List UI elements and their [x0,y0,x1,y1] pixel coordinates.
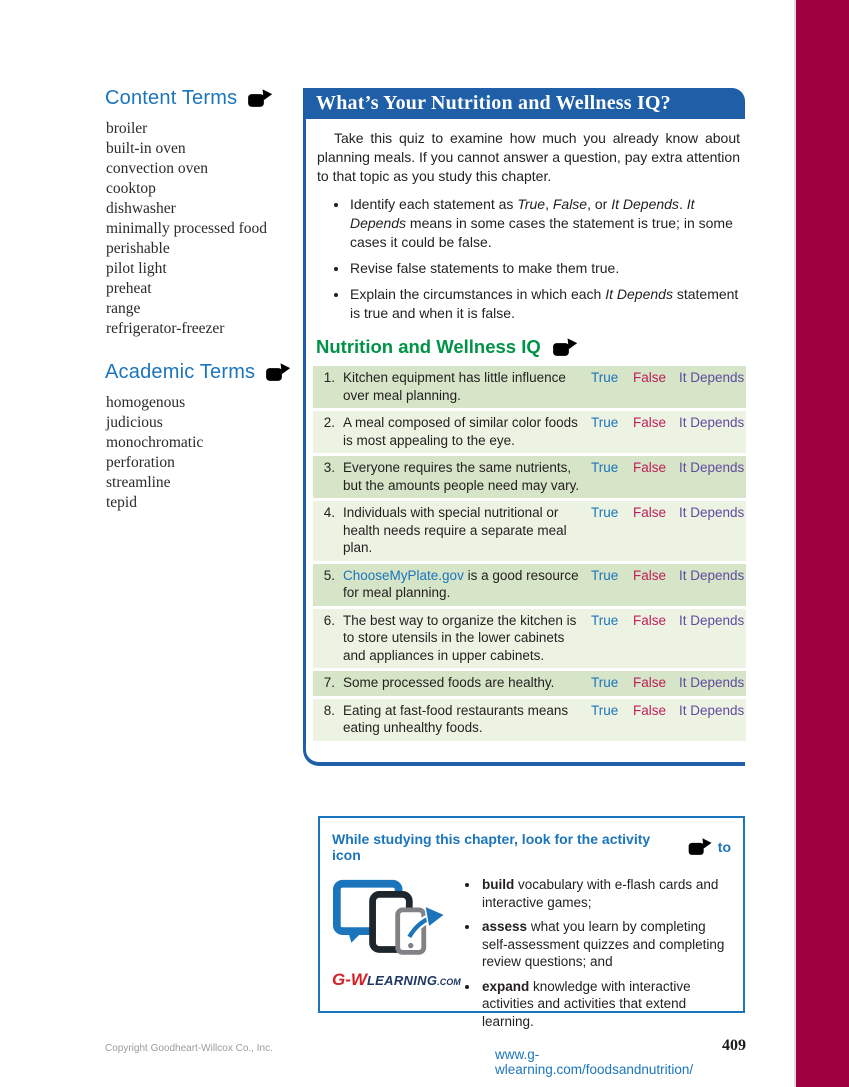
instruction-text: It Depends [605,286,673,302]
question-number: 5. [323,567,335,583]
term-item: dishwasher [106,200,176,217]
quiz-row [313,366,746,408]
academic-terms-title: Academic Terms [105,361,256,383]
question-number: 2. [323,415,335,430]
list-item [480,978,731,1031]
term-item: built-in oven [106,140,186,157]
quiz-row [313,609,746,669]
term-item: range [106,300,141,317]
list-item [349,259,743,278]
instruction-text: statement is true and when it is false. [350,286,739,321]
question-statement: Eating at fast-food restaurants means eating unhealthy foods. [343,702,569,735]
instruction-text: means in some cases the statement is true; in some cases it could be false. [350,215,733,250]
quiz-row [313,411,746,453]
quiz-section-heading [316,336,745,358]
list-item [349,195,743,252]
question-number: 6. [323,612,335,628]
option-false[interactable]: False [633,612,667,628]
option-it-depends[interactable]: It Depends [679,505,745,520]
activity-heading-text: While studying this chapter, look for the activity icon [332,831,651,863]
term-item: tepid [106,494,137,511]
activity-box-content [332,874,731,1037]
option-it-depends[interactable]: It Depends [679,415,745,430]
quiz-row [313,564,746,606]
option-it-depends[interactable]: It Depends [679,612,745,628]
instruction-text: , or [587,196,612,212]
option-false[interactable]: False [633,675,667,690]
term-item: cooktop [106,180,156,197]
instruction-text: False [552,196,588,212]
list-item [349,285,743,323]
term-item: perishable [106,240,170,257]
bullet-text: vocabulary with e-flash cards and interactive games; [482,877,719,910]
bullet-text: knowledge with interactive activities and activities that extend learning. [482,978,691,1029]
activity-heading-text: to [717,839,731,855]
question-number: 7. [323,675,335,690]
term-item: monochromatic [106,434,204,451]
option-it-depends[interactable]: It Depends [679,567,745,583]
feature-box-title: What’s Your Nutrition and Wellness IQ? [303,88,745,119]
question-statement: A meal composed of similar color foods is most appealing to the eye. [343,415,578,448]
academic-terms-heading [105,361,295,384]
feature-box-body [303,119,745,766]
option-false[interactable]: False [633,460,667,475]
instruction-text: True [517,196,546,212]
question-statement: Some processed foods are healthy. [343,675,555,690]
option-true[interactable]: True [591,505,619,520]
question-number: 1. [323,370,335,385]
activity-bullets-column [458,874,731,1037]
activity-box-heading [332,831,731,863]
bullet-keyword: expand [482,978,530,994]
term-item: convection oven [106,160,209,177]
content-terms-title: Content Terms [105,87,238,109]
term-item: refrigerator-freezer [106,320,225,337]
list-item [480,918,731,971]
academic-terms-section [105,361,295,513]
instruction-text: Revise false statements to make them true. [350,260,620,276]
term-item: broiler [106,120,148,137]
option-false[interactable]: False [633,415,667,430]
term-item: judicious [106,414,163,431]
quiz-row [313,671,746,696]
phone-home-button-icon [408,943,413,948]
copyright-notice: Copyright Goodheart-Willcox Co., Inc. [105,1043,273,1054]
activity-icon[interactable] [687,837,712,857]
content-terms-list [106,119,295,339]
bullet-keyword: assess [482,919,528,934]
instruction-text: , [545,196,553,212]
page-edge-band [794,0,849,1087]
instruction-text: . [678,196,687,212]
choosemyplate-link[interactable]: ChooseMyPlate.gov [343,567,464,583]
term-item: minimally processed food [106,220,267,237]
activity-icon[interactable] [551,337,578,358]
term-item: homogenous [106,394,186,411]
option-false[interactable]: False [633,702,667,718]
quiz-row [313,501,746,561]
term-item: preheat [106,280,152,297]
gw-learning-wordmark [332,970,461,990]
option-false[interactable]: False [633,505,667,520]
quiz-row [313,456,746,498]
option-it-depends[interactable]: It Depends [679,370,745,385]
option-true[interactable]: True [591,415,619,430]
question-statement: Kitchen equipment has little influence over meal planning. [343,370,566,403]
content-terms-heading [105,87,295,110]
question-statement-text: is a good resource for meal planning. [343,567,579,600]
option-it-depends[interactable]: It Depends [679,702,745,718]
list-item [480,876,731,911]
com-logo-text: .COM [437,977,461,987]
instruction-text: It Depends [350,196,695,231]
instruction-text: Explain the circumstances in which each [350,286,606,302]
option-false[interactable]: False [633,567,667,583]
question-number: 4. [323,505,335,520]
option-it-depends[interactable]: It Depends [679,460,745,475]
option-true[interactable]: True [591,370,619,385]
content-terms-section [105,87,295,339]
option-false[interactable]: False [633,370,667,385]
quiz-instructions-list [349,195,743,323]
option-true[interactable]: True [591,675,619,690]
terms-sidebar [105,87,295,513]
question-statement [343,567,591,602]
quiz-row [313,699,746,741]
instruction-text: Identify each statement as [350,196,518,212]
quiz-table [313,366,746,741]
question-number: 8. [323,702,335,718]
bullet-text: what you learn by completing self-assessment quizzes and completing review questions; and [482,919,725,969]
question-statement: The best way to organize the kitchen is to store utensils in the lower cabinets and appliances in upper cabinets. [343,612,577,663]
activity-bullets-list [480,876,731,1030]
term-item: perforation [106,454,175,471]
term-item: pilot light [106,260,167,277]
question-statement: Everyone requires the same nutrients, but the amounts people need may vary. [343,460,580,493]
option-true[interactable]: True [591,460,619,475]
question-number: 3. [323,460,335,475]
bullet-keyword: build [482,877,515,892]
gw-learning-url-link[interactable]: www.g-wlearning.com/foodsandnutrition/ [495,1047,694,1077]
activity-icon[interactable] [246,88,273,109]
nutrition-iq-feature-box [303,88,745,766]
term-item: streamline [106,474,171,491]
activity-icon[interactable] [264,362,291,383]
arrow-head-icon [425,906,445,927]
gw-logo-text: G-W [332,970,367,989]
quiz-section-title: Nutrition and Wellness IQ [316,336,541,357]
learning-logo-text: LEARNING [366,973,438,988]
monitor-stand-icon [347,929,364,943]
page-number: 409 [722,1037,746,1054]
option-true[interactable]: True [591,702,619,718]
instruction-text: It Depends [611,196,679,212]
quiz-intro-paragraph: Take this quiz to examine how much you already know about planning meals. If you cannot answer a question, pay extra attention to that topic as you study this chapter. [317,130,740,184]
devices-logo-graphic [332,878,446,963]
option-true[interactable]: True [591,567,619,583]
gw-learning-logo [332,874,461,1037]
academic-terms-list [106,393,295,513]
option-it-depends[interactable]: It Depends [679,675,745,690]
option-true[interactable]: True [591,612,619,628]
question-statement: Individuals with special nutritional or health needs require a separate meal plan. [343,505,567,555]
